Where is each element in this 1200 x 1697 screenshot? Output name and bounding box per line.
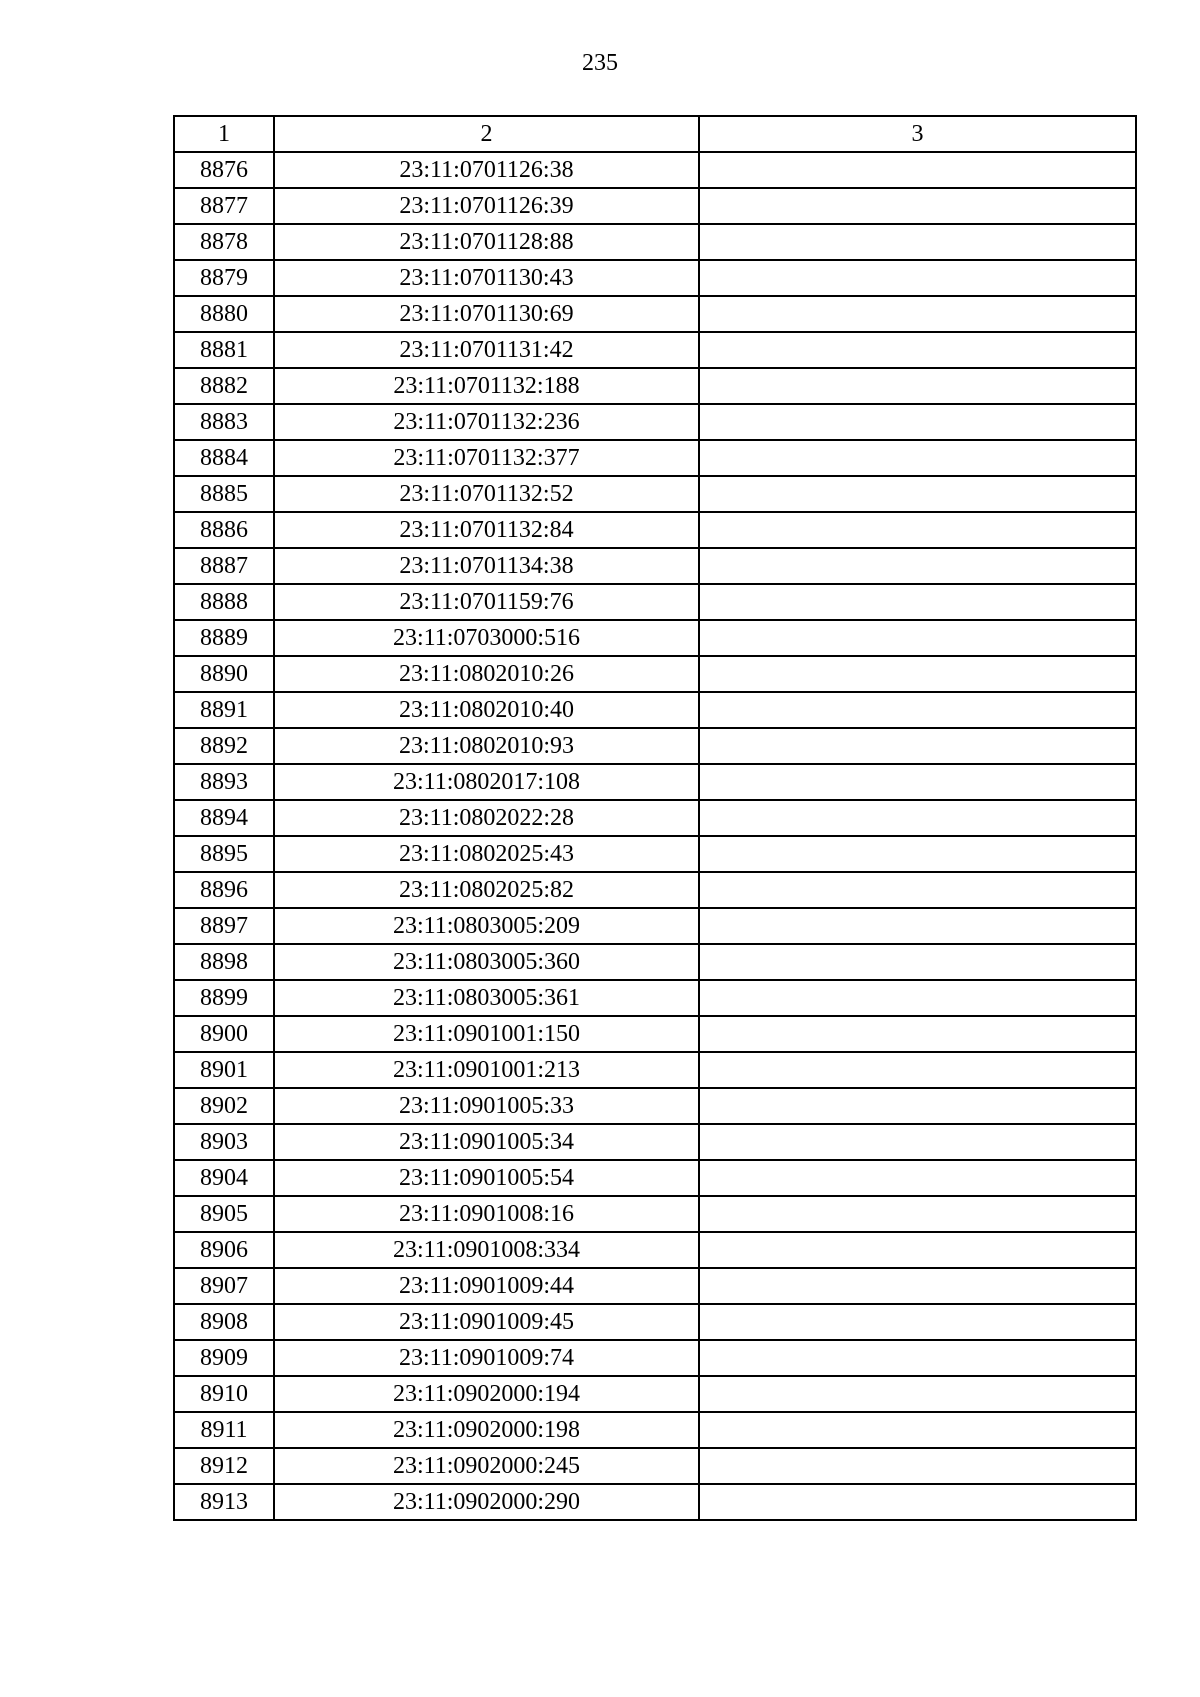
row-number-cell: 8905 (174, 1196, 274, 1232)
note-cell (699, 1268, 1136, 1304)
table-row (174, 980, 1136, 1016)
cadastral-number-cell: 23:11:0701131:42 (274, 332, 699, 368)
row-number-cell: 8888 (174, 584, 274, 620)
row-number-cell: 8887 (174, 548, 274, 584)
row-number-cell: 8912 (174, 1448, 274, 1484)
cadastral-number-cell: 23:11:0901005:54 (274, 1160, 699, 1196)
note-cell (699, 224, 1136, 260)
cadastral-number-cell: 23:11:0701134:38 (274, 548, 699, 584)
table-header-row (174, 116, 1136, 152)
note-cell (699, 1232, 1136, 1268)
row-number-cell: 8910 (174, 1376, 274, 1412)
table-row (174, 296, 1136, 332)
row-number-cell: 8904 (174, 1160, 274, 1196)
note-cell (699, 1412, 1136, 1448)
cadastral-number-cell: 23:11:0701132:236 (274, 404, 699, 440)
cadastral-number-cell: 23:11:0701126:38 (274, 152, 699, 188)
cadastral-number-cell: 23:11:0902000:198 (274, 1412, 699, 1448)
row-number-cell: 8913 (174, 1484, 274, 1520)
note-cell (699, 152, 1136, 188)
table-row (174, 224, 1136, 260)
row-number-cell: 8897 (174, 908, 274, 944)
column-header-2: 2 (274, 116, 699, 152)
table-row (174, 260, 1136, 296)
cadastral-number-cell: 23:11:0802010:93 (274, 728, 699, 764)
table-row (174, 512, 1136, 548)
cadastral-number-cell: 23:11:0901001:150 (274, 1016, 699, 1052)
row-number-cell: 8900 (174, 1016, 274, 1052)
cadastral-number-cell: 23:11:0901005:34 (274, 1124, 699, 1160)
note-cell (699, 1124, 1136, 1160)
row-number-cell: 8877 (174, 188, 274, 224)
row-number-cell: 8881 (174, 332, 274, 368)
table-row (174, 692, 1136, 728)
table-row (174, 836, 1136, 872)
page-number: 235 (582, 50, 618, 76)
cadastral-number-cell: 23:11:0701128:88 (274, 224, 699, 260)
note-cell (699, 908, 1136, 944)
cadastral-number-cell: 23:11:0701159:76 (274, 584, 699, 620)
column-header-1: 1 (174, 116, 274, 152)
table-row (174, 584, 1136, 620)
row-number-cell: 8885 (174, 476, 274, 512)
table-row (174, 1484, 1136, 1520)
note-cell (699, 1304, 1136, 1340)
cadastral-number-cell: 23:11:0802010:40 (274, 692, 699, 728)
table-row (174, 1016, 1136, 1052)
note-cell (699, 944, 1136, 980)
table-row (174, 1160, 1136, 1196)
note-cell (699, 1052, 1136, 1088)
cadastral-number-cell: 23:11:0802025:82 (274, 872, 699, 908)
cadastral-number-cell: 23:11:0901009:44 (274, 1268, 699, 1304)
note-cell (699, 692, 1136, 728)
row-number-cell: 8879 (174, 260, 274, 296)
table-row (174, 728, 1136, 764)
row-number-cell: 8899 (174, 980, 274, 1016)
row-number-cell: 8882 (174, 368, 274, 404)
cadastral-number-cell: 23:11:0802022:28 (274, 800, 699, 836)
note-cell (699, 188, 1136, 224)
row-number-cell: 8886 (174, 512, 274, 548)
column-header-3: 3 (699, 116, 1136, 152)
note-cell (699, 1448, 1136, 1484)
table-row (174, 1448, 1136, 1484)
row-number-cell: 8892 (174, 728, 274, 764)
note-cell (699, 1160, 1136, 1196)
cadastral-number-cell: 23:11:0701132:377 (274, 440, 699, 476)
row-number-cell: 8908 (174, 1304, 274, 1340)
note-cell (699, 1484, 1136, 1520)
table-row (174, 1124, 1136, 1160)
cadastral-number-cell: 23:11:0901008:16 (274, 1196, 699, 1232)
cadastral-number-cell: 23:11:0901008:334 (274, 1232, 699, 1268)
row-number-cell: 8880 (174, 296, 274, 332)
table-row (174, 1376, 1136, 1412)
note-cell (699, 332, 1136, 368)
row-number-cell: 8889 (174, 620, 274, 656)
note-cell (699, 476, 1136, 512)
table-row (174, 944, 1136, 980)
row-number-cell: 8891 (174, 692, 274, 728)
note-cell (699, 440, 1136, 476)
table-row (174, 440, 1136, 476)
table-row (174, 1052, 1136, 1088)
cadastral-number-cell: 23:11:0701126:39 (274, 188, 699, 224)
table-row (174, 908, 1136, 944)
table-row (174, 152, 1136, 188)
cadastral-number-cell: 23:11:0703000:516 (274, 620, 699, 656)
row-number-cell: 8878 (174, 224, 274, 260)
note-cell (699, 1376, 1136, 1412)
cadastral-number-cell: 23:11:0701130:43 (274, 260, 699, 296)
cadastral-number-cell: 23:11:0802025:43 (274, 836, 699, 872)
note-cell (699, 1016, 1136, 1052)
note-cell (699, 512, 1136, 548)
cadastral-number-cell: 23:11:0803005:209 (274, 908, 699, 944)
table-row (174, 548, 1136, 584)
note-cell (699, 368, 1136, 404)
row-number-cell: 8894 (174, 800, 274, 836)
note-cell (699, 548, 1136, 584)
table-row (174, 1412, 1136, 1448)
registry-table-body (174, 116, 1136, 1520)
cadastral-number-cell: 23:11:0902000:245 (274, 1448, 699, 1484)
table-row (174, 332, 1136, 368)
table-row (174, 872, 1136, 908)
note-cell (699, 836, 1136, 872)
note-cell (699, 1196, 1136, 1232)
table-row (174, 620, 1136, 656)
table-row (174, 1304, 1136, 1340)
note-cell (699, 1340, 1136, 1376)
table-row (174, 476, 1136, 512)
cadastral-number-cell: 23:11:0902000:194 (274, 1376, 699, 1412)
table-row (174, 368, 1136, 404)
table-row (174, 1268, 1136, 1304)
row-number-cell: 8898 (174, 944, 274, 980)
row-number-cell: 8896 (174, 872, 274, 908)
table-row (174, 1088, 1136, 1124)
table-row (174, 188, 1136, 224)
note-cell (699, 1088, 1136, 1124)
note-cell (699, 872, 1136, 908)
row-number-cell: 8895 (174, 836, 274, 872)
cadastral-number-cell: 23:11:0803005:361 (274, 980, 699, 1016)
note-cell (699, 728, 1136, 764)
row-number-cell: 8907 (174, 1268, 274, 1304)
note-cell (699, 656, 1136, 692)
table-row (174, 404, 1136, 440)
table-row (174, 800, 1136, 836)
cadastral-number-cell: 23:11:0901009:74 (274, 1340, 699, 1376)
table-row (174, 656, 1136, 692)
note-cell (699, 260, 1136, 296)
row-number-cell: 8876 (174, 152, 274, 188)
row-number-cell: 8902 (174, 1088, 274, 1124)
cadastral-number-cell: 23:11:0901005:33 (274, 1088, 699, 1124)
cadastral-number-cell: 23:11:0802010:26 (274, 656, 699, 692)
note-cell (699, 764, 1136, 800)
row-number-cell: 8903 (174, 1124, 274, 1160)
row-number-cell: 8901 (174, 1052, 274, 1088)
note-cell (699, 980, 1136, 1016)
table-row (174, 1340, 1136, 1376)
table-row (174, 764, 1136, 800)
row-number-cell: 8893 (174, 764, 274, 800)
row-number-cell: 8883 (174, 404, 274, 440)
note-cell (699, 296, 1136, 332)
cadastral-number-cell: 23:11:0901001:213 (274, 1052, 699, 1088)
cadastral-number-cell: 23:11:0701132:188 (274, 368, 699, 404)
row-number-cell: 8890 (174, 656, 274, 692)
cadastral-number-cell: 23:11:0901009:45 (274, 1304, 699, 1340)
cadastral-number-cell: 23:11:0701132:84 (274, 512, 699, 548)
cadastral-number-cell: 23:11:0701130:69 (274, 296, 699, 332)
row-number-cell: 8911 (174, 1412, 274, 1448)
cadastral-number-cell: 23:11:0701132:52 (274, 476, 699, 512)
cadastral-number-cell: 23:11:0803005:360 (274, 944, 699, 980)
note-cell (699, 800, 1136, 836)
cadastral-number-cell: 23:11:0902000:290 (274, 1484, 699, 1520)
note-cell (699, 404, 1136, 440)
table-row (174, 1232, 1136, 1268)
row-number-cell: 8884 (174, 440, 274, 476)
table-row (174, 1196, 1136, 1232)
row-number-cell: 8909 (174, 1340, 274, 1376)
row-number-cell: 8906 (174, 1232, 274, 1268)
registry-table (173, 115, 1137, 1521)
cadastral-number-cell: 23:11:0802017:108 (274, 764, 699, 800)
note-cell (699, 620, 1136, 656)
note-cell (699, 584, 1136, 620)
